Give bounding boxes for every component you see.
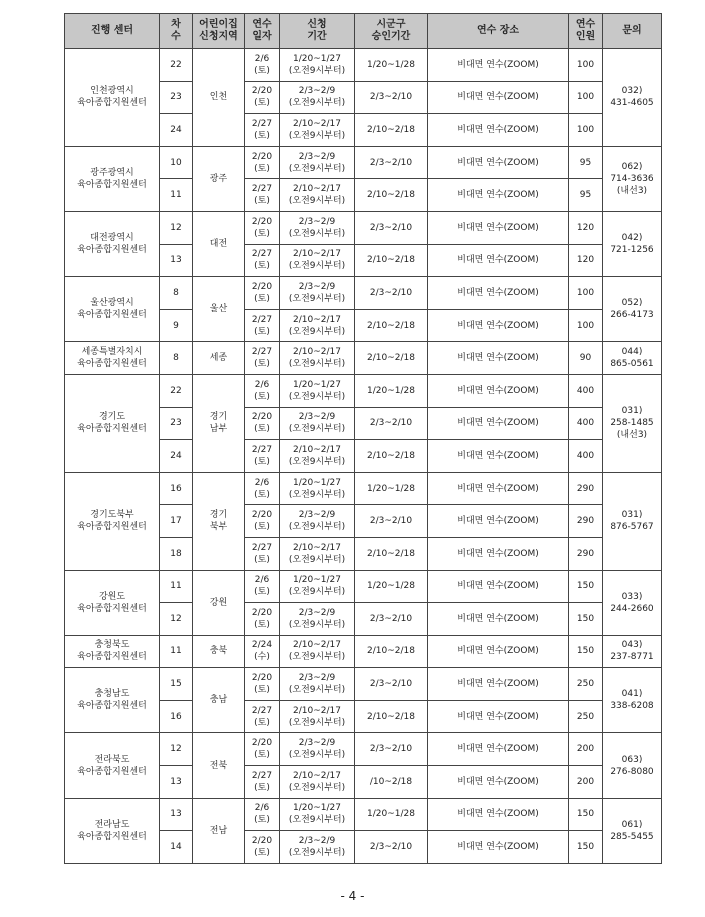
table-row xyxy=(65,146,662,179)
center-name-cell: 경기도 육아종합지원센터 xyxy=(65,374,160,472)
contact-cell: 061) 285-5455 xyxy=(603,798,662,863)
round-cell: 11 xyxy=(160,179,193,212)
center-name-cell: 강원도 육아종합지원센터 xyxy=(65,570,160,635)
center-name-cell: 경기도북부 육아종합지원센터 xyxy=(65,472,160,570)
training-place-cell: 비대면 연수(ZOOM) xyxy=(428,309,569,342)
contact-cell: 043) 237-8771 xyxy=(603,635,662,668)
apply-period-cell: 2/3~2/9 (오전9시부터) xyxy=(280,831,355,864)
round-cell: 9 xyxy=(160,309,193,342)
apply-period-cell: 1/20~1/27 (오전9시부터) xyxy=(280,798,355,831)
apply-period-cell: 1/20~1/27 (오전9시부터) xyxy=(280,49,355,82)
training-place-cell: 비대면 연수(ZOOM) xyxy=(428,766,569,799)
approval-period-cell: 2/3~2/10 xyxy=(355,603,428,636)
round-cell: 13 xyxy=(160,244,193,277)
table-row xyxy=(65,733,662,766)
apply-period-cell: 2/10~2/17 (오전9시부터) xyxy=(280,440,355,473)
training-date-cell: 2/20 (토) xyxy=(245,277,280,310)
apply-period-cell: 1/20~1/27 (오전9시부터) xyxy=(280,374,355,407)
table-row xyxy=(65,211,662,244)
apply-period-cell: 2/10~2/17 (오전9시부터) xyxy=(280,309,355,342)
region-cell: 대전 xyxy=(193,211,245,276)
contact-cell: 031) 258-1485 (내선3) xyxy=(603,374,662,472)
apply-period-cell: 2/3~2/9 (오전9시부터) xyxy=(280,211,355,244)
approval-period-cell: 2/10~2/18 xyxy=(355,179,428,212)
training-place-cell: 비대면 연수(ZOOM) xyxy=(428,277,569,310)
capacity-cell: 100 xyxy=(569,49,603,82)
training-date-cell: 2/27 (토) xyxy=(245,766,280,799)
capacity-cell: 150 xyxy=(569,603,603,636)
apply-period-cell: 2/3~2/9 (오전9시부터) xyxy=(280,146,355,179)
approval-period-cell: 2/3~2/10 xyxy=(355,668,428,701)
apply-period-cell: 2/3~2/9 (오전9시부터) xyxy=(280,603,355,636)
round-cell: 24 xyxy=(160,114,193,147)
training-place-cell: 비대면 연수(ZOOM) xyxy=(428,733,569,766)
center-name-cell: 전라북도 육아종합지원센터 xyxy=(65,733,160,798)
round-cell: 16 xyxy=(160,700,193,733)
apply-period-cell: 2/3~2/9 (오전9시부터) xyxy=(280,407,355,440)
region-cell: 세종 xyxy=(193,342,245,375)
training-place-cell: 비대면 연수(ZOOM) xyxy=(428,668,569,701)
region-cell: 울산 xyxy=(193,277,245,342)
approval-period-cell: 1/20~1/28 xyxy=(355,472,428,505)
capacity-cell: 150 xyxy=(569,798,603,831)
approval-period-cell: 2/3~2/10 xyxy=(355,277,428,310)
approval-period-cell: 2/3~2/10 xyxy=(355,831,428,864)
contact-cell: 041) 338-6208 xyxy=(603,668,662,733)
capacity-cell: 200 xyxy=(569,733,603,766)
contact-cell: 033) 244-2660 xyxy=(603,570,662,635)
center-name-cell: 충청북도 육아종합지원센터 xyxy=(65,635,160,668)
apply-period-cell: 2/10~2/17 (오전9시부터) xyxy=(280,244,355,277)
training-date-cell: 2/27 (토) xyxy=(245,440,280,473)
capacity-cell: 95 xyxy=(569,179,603,212)
region-cell: 인천 xyxy=(193,49,245,147)
training-place-cell: 비대면 연수(ZOOM) xyxy=(428,798,569,831)
apply-period-cell: 2/3~2/9 (오전9시부터) xyxy=(280,668,355,701)
capacity-cell: 150 xyxy=(569,635,603,668)
approval-period-cell: 2/10~2/18 xyxy=(355,342,428,375)
training-place-cell: 비대면 연수(ZOOM) xyxy=(428,211,569,244)
round-cell: 22 xyxy=(160,49,193,82)
round-cell: 23 xyxy=(160,81,193,114)
round-cell: 24 xyxy=(160,440,193,473)
training-place-cell: 비대면 연수(ZOOM) xyxy=(428,831,569,864)
apply-period-cell: 2/3~2/9 (오전9시부터) xyxy=(280,505,355,538)
region-cell: 전남 xyxy=(193,798,245,863)
table-row xyxy=(65,277,662,310)
capacity-cell: 400 xyxy=(569,407,603,440)
header-center: 진행 센터 xyxy=(65,14,160,49)
training-place-cell: 비대면 연수(ZOOM) xyxy=(428,537,569,570)
round-cell: 8 xyxy=(160,277,193,310)
round-cell: 23 xyxy=(160,407,193,440)
training-date-cell: 2/20 (토) xyxy=(245,211,280,244)
header-region: 어린이집 신청지역 xyxy=(193,14,245,49)
apply-period-cell: 2/10~2/17 (오전9시부터) xyxy=(280,766,355,799)
training-schedule-table xyxy=(64,13,662,864)
page-number: - 4 - xyxy=(340,889,365,903)
training-date-cell: 2/27 (토) xyxy=(245,700,280,733)
training-place-cell: 비대면 연수(ZOOM) xyxy=(428,570,569,603)
training-place-cell: 비대면 연수(ZOOM) xyxy=(428,342,569,375)
capacity-cell: 290 xyxy=(569,472,603,505)
capacity-cell: 400 xyxy=(569,374,603,407)
approval-period-cell: 2/10~2/18 xyxy=(355,244,428,277)
apply-period-cell: 2/10~2/17 (오전9시부터) xyxy=(280,537,355,570)
round-cell: 11 xyxy=(160,570,193,603)
table-row xyxy=(65,49,662,82)
training-place-cell: 비대면 연수(ZOOM) xyxy=(428,114,569,147)
apply-period-cell: 1/20~1/27 (오전9시부터) xyxy=(280,472,355,505)
training-place-cell: 비대면 연수(ZOOM) xyxy=(428,700,569,733)
approval-period-cell: 2/10~2/18 xyxy=(355,700,428,733)
center-name-cell: 광주광역시 육아종합지원센터 xyxy=(65,146,160,211)
training-date-cell: 2/27 (토) xyxy=(245,309,280,342)
training-date-cell: 2/6 (토) xyxy=(245,49,280,82)
capacity-cell: 100 xyxy=(569,277,603,310)
training-date-cell: 2/6 (토) xyxy=(245,798,280,831)
table-row xyxy=(65,374,662,407)
round-cell: 22 xyxy=(160,374,193,407)
capacity-cell: 95 xyxy=(569,146,603,179)
apply-period-cell: 2/10~2/17 (오전9시부터) xyxy=(280,179,355,212)
capacity-cell: 200 xyxy=(569,766,603,799)
table-row xyxy=(65,635,662,668)
round-cell: 18 xyxy=(160,537,193,570)
header-row xyxy=(65,14,662,49)
round-cell: 10 xyxy=(160,146,193,179)
training-place-cell: 비대면 연수(ZOOM) xyxy=(428,81,569,114)
training-place-cell: 비대면 연수(ZOOM) xyxy=(428,179,569,212)
center-name-cell: 인천광역시 육아종합지원센터 xyxy=(65,49,160,147)
header-apply-period: 신청 기간 xyxy=(280,14,355,49)
center-name-cell: 충청남도 육아종합지원센터 xyxy=(65,668,160,733)
table-row xyxy=(65,798,662,831)
contact-cell: 042) 721-1256 xyxy=(603,211,662,276)
training-place-cell: 비대면 연수(ZOOM) xyxy=(428,505,569,538)
approval-period-cell: 2/3~2/10 xyxy=(355,733,428,766)
capacity-cell: 100 xyxy=(569,309,603,342)
round-cell: 13 xyxy=(160,798,193,831)
table-body xyxy=(65,49,662,864)
region-cell: 전북 xyxy=(193,733,245,798)
round-cell: 8 xyxy=(160,342,193,375)
training-date-cell: 2/20 (토) xyxy=(245,831,280,864)
apply-period-cell: 2/3~2/9 (오전9시부터) xyxy=(280,733,355,766)
apply-period-cell: 1/20~1/27 (오전9시부터) xyxy=(280,570,355,603)
training-date-cell: 2/27 (토) xyxy=(245,537,280,570)
header-capacity: 연수 인원 xyxy=(569,14,603,49)
contact-cell: 052) 266-4173 xyxy=(603,277,662,342)
region-cell: 광주 xyxy=(193,146,245,211)
training-date-cell: 2/20 (토) xyxy=(245,668,280,701)
round-cell: 11 xyxy=(160,635,193,668)
apply-period-cell: 2/3~2/9 (오전9시부터) xyxy=(280,277,355,310)
header-place: 연수 장소 xyxy=(428,14,569,49)
center-name-cell: 대전광역시 육아종합지원센터 xyxy=(65,211,160,276)
header-round: 차 수 xyxy=(160,14,193,49)
training-place-cell: 비대면 연수(ZOOM) xyxy=(428,440,569,473)
capacity-cell: 250 xyxy=(569,700,603,733)
capacity-cell: 400 xyxy=(569,440,603,473)
round-cell: 16 xyxy=(160,472,193,505)
capacity-cell: 150 xyxy=(569,570,603,603)
round-cell: 12 xyxy=(160,211,193,244)
approval-period-cell: 2/10~2/18 xyxy=(355,309,428,342)
capacity-cell: 290 xyxy=(569,505,603,538)
region-cell: 경기 남부 xyxy=(193,374,245,472)
region-cell: 경기 북부 xyxy=(193,472,245,570)
contact-cell: 031) 876-5767 xyxy=(603,472,662,570)
region-cell: 충북 xyxy=(193,635,245,668)
approval-period-cell: 1/20~1/28 xyxy=(355,798,428,831)
training-place-cell: 비대면 연수(ZOOM) xyxy=(428,146,569,179)
table-row xyxy=(65,472,662,505)
table-header xyxy=(65,14,662,49)
center-name-cell: 세종특별자치시 육아종합지원센터 xyxy=(65,342,160,375)
table-row xyxy=(65,342,662,375)
approval-period-cell: 2/10~2/18 xyxy=(355,440,428,473)
capacity-cell: 100 xyxy=(569,114,603,147)
training-date-cell: 2/27 (토) xyxy=(245,114,280,147)
header-approval-period: 시군구 승인기간 xyxy=(355,14,428,49)
capacity-cell: 100 xyxy=(569,81,603,114)
training-place-cell: 비대면 연수(ZOOM) xyxy=(428,374,569,407)
training-date-cell: 2/20 (토) xyxy=(245,505,280,538)
round-cell: 12 xyxy=(160,733,193,766)
training-date-cell: 2/20 (토) xyxy=(245,81,280,114)
table-row xyxy=(65,570,662,603)
capacity-cell: 90 xyxy=(569,342,603,375)
apply-period-cell: 2/10~2/17 (오전9시부터) xyxy=(280,342,355,375)
capacity-cell: 150 xyxy=(569,831,603,864)
training-date-cell: 2/20 (토) xyxy=(245,146,280,179)
apply-period-cell: 2/10~2/17 (오전9시부터) xyxy=(280,635,355,668)
contact-cell: 062) 714-3636 (내선3) xyxy=(603,146,662,211)
training-place-cell: 비대면 연수(ZOOM) xyxy=(428,49,569,82)
approval-period-cell: 2/10~2/18 xyxy=(355,635,428,668)
round-cell: 14 xyxy=(160,831,193,864)
round-cell: 17 xyxy=(160,505,193,538)
approval-period-cell: /10~2/18 xyxy=(355,766,428,799)
center-name-cell: 전라남도 육아종합지원센터 xyxy=(65,798,160,863)
approval-period-cell: 1/20~1/28 xyxy=(355,374,428,407)
center-name-cell: 울산광역시 육아종합지원센터 xyxy=(65,277,160,342)
region-cell: 강원 xyxy=(193,570,245,635)
training-date-cell: 2/20 (토) xyxy=(245,407,280,440)
apply-period-cell: 2/3~2/9 (오전9시부터) xyxy=(280,81,355,114)
training-place-cell: 비대면 연수(ZOOM) xyxy=(428,244,569,277)
approval-period-cell: 2/10~2/18 xyxy=(355,114,428,147)
training-date-cell: 2/27 (토) xyxy=(245,342,280,375)
region-cell: 충남 xyxy=(193,668,245,733)
training-place-cell: 비대면 연수(ZOOM) xyxy=(428,635,569,668)
training-place-cell: 비대면 연수(ZOOM) xyxy=(428,603,569,636)
round-cell: 12 xyxy=(160,603,193,636)
approval-period-cell: 2/3~2/10 xyxy=(355,81,428,114)
approval-period-cell: 2/3~2/10 xyxy=(355,146,428,179)
approval-period-cell: 2/3~2/10 xyxy=(355,505,428,538)
apply-period-cell: 2/10~2/17 (오전9시부터) xyxy=(280,114,355,147)
training-place-cell: 비대면 연수(ZOOM) xyxy=(428,407,569,440)
approval-period-cell: 2/3~2/10 xyxy=(355,407,428,440)
training-date-cell: 2/20 (토) xyxy=(245,603,280,636)
contact-cell: 044) 865-0561 xyxy=(603,342,662,375)
capacity-cell: 290 xyxy=(569,537,603,570)
capacity-cell: 120 xyxy=(569,244,603,277)
training-date-cell: 2/24 (수) xyxy=(245,635,280,668)
capacity-cell: 250 xyxy=(569,668,603,701)
approval-period-cell: 1/20~1/28 xyxy=(355,570,428,603)
capacity-cell: 120 xyxy=(569,211,603,244)
training-date-cell: 2/6 (토) xyxy=(245,472,280,505)
round-cell: 15 xyxy=(160,668,193,701)
training-date-cell: 2/6 (토) xyxy=(245,374,280,407)
contact-cell: 063) 276-8080 xyxy=(603,733,662,798)
approval-period-cell: 1/20~1/28 xyxy=(355,49,428,82)
header-contact: 문의 xyxy=(603,14,662,49)
training-place-cell: 비대면 연수(ZOOM) xyxy=(428,472,569,505)
training-date-cell: 2/27 (토) xyxy=(245,244,280,277)
training-date-cell: 2/27 (토) xyxy=(245,179,280,212)
approval-period-cell: 2/10~2/18 xyxy=(355,537,428,570)
approval-period-cell: 2/3~2/10 xyxy=(355,211,428,244)
training-date-cell: 2/20 (토) xyxy=(245,733,280,766)
apply-period-cell: 2/10~2/17 (오전9시부터) xyxy=(280,700,355,733)
table-row xyxy=(65,668,662,701)
round-cell: 13 xyxy=(160,766,193,799)
contact-cell: 032) 431-4605 xyxy=(603,49,662,147)
training-date-cell: 2/6 (토) xyxy=(245,570,280,603)
header-date: 연수 일자 xyxy=(245,14,280,49)
